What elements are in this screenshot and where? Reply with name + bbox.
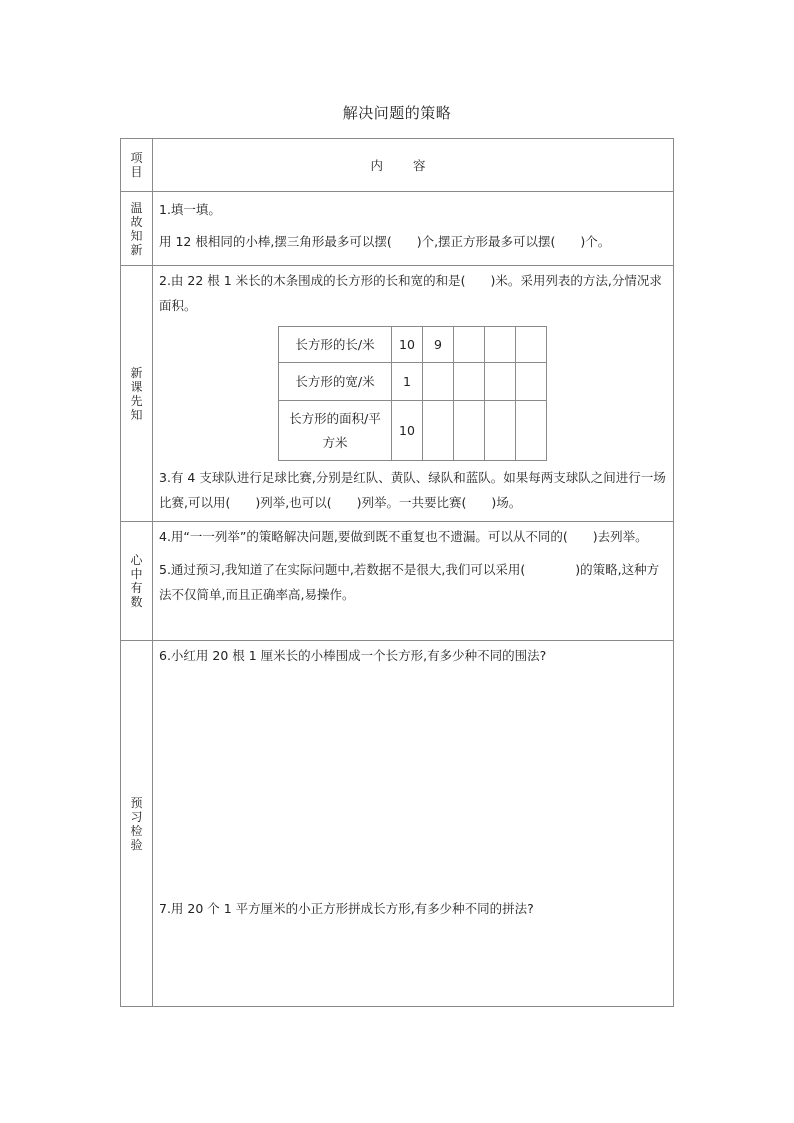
- section-label-text: 预习检验: [130, 795, 143, 852]
- q6-answer-space[interactable]: [159, 668, 667, 896]
- rectangle-table: [278, 326, 547, 461]
- section-label-review: [121, 192, 153, 266]
- table-cell: 1: [392, 363, 423, 401]
- header-content-label: 内容: [153, 139, 674, 192]
- worksheet-table: [120, 138, 674, 1007]
- table-cell: [516, 401, 547, 461]
- section-key-points: [121, 522, 674, 641]
- q4-text: 4.用“一一列举”的策略解决问题,要做到既不重复也不遗漏。可以从不同的( )去列举。: [159, 529, 648, 544]
- row-label-length: 长方形的长/米: [279, 327, 392, 363]
- section-label-text: 温故知新: [130, 200, 143, 257]
- row-label-width: 长方形的宽/米: [279, 363, 392, 401]
- header-item-text: 项目: [130, 151, 143, 179]
- table-cell: [516, 363, 547, 401]
- table-cell: [423, 363, 454, 401]
- q2-text: 2.由 22 根 1 米长的木条围成的长方形的长和宽的和是( )米。采用列表的方法,分情况求面积。: [159, 273, 662, 313]
- page-title: 解决问题的策略: [342, 104, 452, 122]
- table-row: [279, 327, 547, 363]
- table-cell: [454, 327, 485, 363]
- q5-text: 5.通过预习,我知道了在实际问题中,若数据不是很大,我们可以采用( )的策略,这种方法不仅简单,而且正确率高,易操作。: [159, 562, 660, 602]
- row-label-area: 长方形的面积/平方米: [279, 401, 392, 461]
- section-content-preview: [153, 266, 674, 522]
- section-label-key-points: [121, 522, 153, 641]
- section-label-text: 心中有数: [130, 553, 143, 609]
- section-review: [121, 192, 674, 266]
- q3-text: 3.有 4 支球队进行足球比赛,分别是红队、黄队、绿队和蓝队。如果每两支球队之间进行一场比赛,可以用( )列举,也可以( )列举。一共要比赛( )场。: [159, 470, 666, 510]
- q7-text: 7.用 20 个 1 平方厘米的小正方形拼成长方形,有多少种不同的拼法?: [159, 901, 534, 916]
- q1-text: 用 12 根相同的小棒,摆三角形最多可以摆( )个,摆正方形最多可以摆( )个。: [159, 234, 611, 249]
- table-row: [279, 401, 547, 461]
- section-content-key-points: [153, 522, 674, 641]
- table-cell: [423, 401, 454, 461]
- table-cell: [485, 327, 516, 363]
- q1-title: 1.填一填。: [159, 202, 221, 217]
- q6-text: 6.小红用 20 根 1 厘米长的小棒围成一个长方形,有多少种不同的围法?: [159, 648, 547, 663]
- table-cell: 9: [423, 327, 454, 363]
- section-label-check: [121, 641, 153, 1007]
- section-content-check: [153, 641, 674, 1007]
- section-content-review: [153, 192, 674, 266]
- table-row: [279, 363, 547, 401]
- table-cell: [485, 401, 516, 461]
- section-check: [121, 641, 674, 1007]
- section-label-preview: [121, 266, 153, 522]
- table-cell: [485, 363, 516, 401]
- section-preview: [121, 266, 674, 522]
- table-cell: 10: [392, 327, 423, 363]
- table-cell: [454, 401, 485, 461]
- table-cell: 10: [392, 401, 423, 461]
- header-row: [121, 139, 674, 192]
- table-cell: [454, 363, 485, 401]
- section-label-text: 新课先知: [130, 365, 143, 422]
- table-cell: [516, 327, 547, 363]
- header-item-label: [121, 139, 153, 192]
